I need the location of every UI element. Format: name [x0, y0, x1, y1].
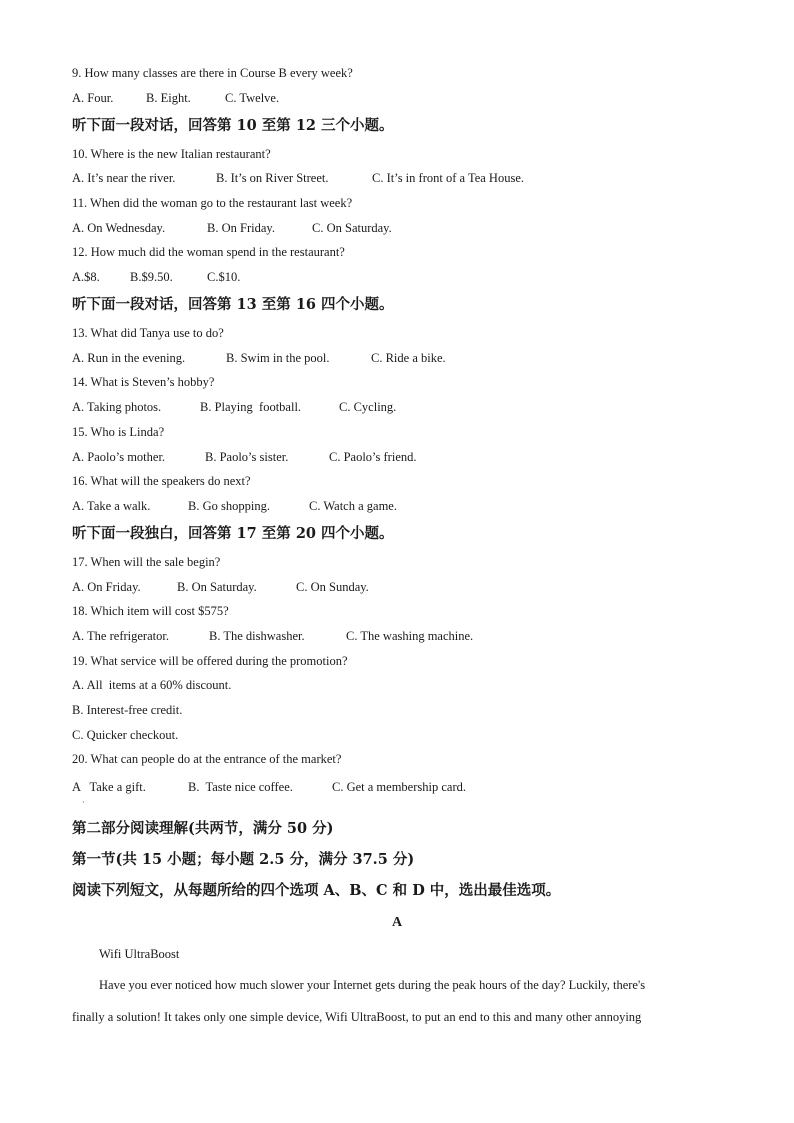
part-two-heading: 第二部分阅读理解(共两节，满分 50 分) [72, 820, 334, 837]
option-a: A. Four. [72, 91, 114, 105]
options-17 [72, 579, 369, 595]
question-19: 19. What service will be offered during the promotion? [72, 654, 348, 668]
options-20 [72, 779, 466, 795]
option-b: B. Swim in the pool. [226, 351, 330, 365]
question-11: 11. When did the woman go to the restaurant last week? [72, 196, 353, 210]
instruction-heading: 阅读下列短文，从每题所给的四个选项 A、B、C 和 D 中，选出最佳选项。 [72, 882, 561, 899]
question-10: 10. Where is the new Italian restaurant? [72, 147, 271, 161]
question-18: 18. Which item will cost $575? [72, 604, 229, 618]
option-c: C.$10. [207, 270, 241, 284]
option-c: C. On Saturday. [312, 221, 392, 235]
option-b: B. It’s on River Street. [216, 171, 329, 185]
option-19-a: A. All items at a 60% discount. [72, 678, 232, 692]
options-16 [72, 498, 397, 514]
question-15: 15. Who is Linda? [72, 425, 165, 439]
options-18 [72, 628, 473, 644]
option-b: B. On Friday. [207, 221, 275, 235]
question-12: 12. How much did the woman spend in the restaurant? [72, 245, 345, 259]
option-c: C. Watch a game. [309, 499, 397, 513]
option-c: C. Paolo’s friend. [329, 450, 417, 464]
option-a: A. It’s near the river. [72, 171, 176, 185]
options-11 [72, 220, 392, 236]
option-c: C. Get a membership card. [332, 780, 466, 794]
option-b: B. Playing football. [200, 400, 302, 414]
option-c: C. It’s in front of a Tea House. [372, 171, 524, 185]
option-b: B. Eight. [146, 91, 191, 105]
question-9: 9. How many classes are there in Course B every week? [72, 66, 353, 80]
paragraph-line-1: Have you ever noticed how much slower your Internet gets during the peak hours of the day? Luckily, there's [99, 978, 646, 992]
question-16: 16. What will the speakers do next? [72, 474, 251, 488]
option-a: A. Run in the evening. [72, 351, 186, 365]
passage-letter: A [391, 915, 403, 930]
option-a: A.$8. [72, 270, 100, 284]
section-heading-13-16: 听下面一段对话，回答第 13 至第 16 四个小题。 [72, 296, 394, 313]
option-a: A. The refrigerator. [72, 629, 169, 643]
option-c: C. On Sunday. [296, 580, 369, 594]
passage-title: Wifi UltraBoost [99, 947, 180, 961]
options-13 [72, 350, 446, 366]
question-20: 20. What can people do at the entrance of the market? [72, 752, 342, 766]
option-c: C. Cycling. [339, 400, 397, 414]
option-b: B. Taste nice coffee. [188, 780, 293, 794]
option-c: C. The washing machine. [346, 629, 474, 643]
option-19-c: C. Quicker checkout. [72, 728, 179, 742]
option-b: B. The dishwasher. [209, 629, 305, 643]
question-17: 17. When will the sale begin? [72, 555, 221, 569]
section-one-heading: 第一节(共 15 小题；每小题 2.5 分，满分 37.5 分) [72, 851, 415, 868]
option-b: B. Paolo’s sister. [205, 450, 289, 464]
question-14: 14. What is Steven’s hobby? [72, 375, 215, 389]
option-a: A. Paolo’s mother. [72, 450, 166, 464]
options-9 [72, 90, 279, 106]
options-12 [72, 269, 240, 285]
option-a: A. Take a walk. [72, 499, 151, 513]
options-10 [72, 170, 524, 186]
paragraph-line-2: finally a solution! It takes only one simple device, Wifi UltraBoost, to put an end to this and many other annoying [72, 1010, 642, 1024]
option-b: B. On Saturday. [177, 580, 257, 594]
section-heading-17-20: 听下面一段独白，回答第 17 至第 20 四个小题。 [72, 525, 394, 542]
question-13: 13. What did Tanya use to do? [72, 326, 224, 340]
option-c: C. Twelve. [225, 91, 280, 105]
option-19-b: B. Interest-free credit. [72, 703, 183, 717]
option-b: B.$9.50. [130, 270, 173, 284]
section-heading-10-12: 听下面一段对话，回答第 10 至第 12 三个小题。 [72, 117, 394, 134]
option-a: A. On Friday. [72, 580, 141, 594]
option-b: B. Go shopping. [188, 499, 270, 513]
option-a: A. On Wednesday. [72, 221, 166, 235]
options-14 [72, 399, 396, 415]
stray-dot: · [82, 798, 85, 807]
option-c: C. Ride a bike. [371, 351, 446, 365]
options-15 [72, 449, 417, 465]
option-a: A. Taking photos. [72, 400, 162, 414]
option-a: A Take a gift. [72, 780, 146, 794]
